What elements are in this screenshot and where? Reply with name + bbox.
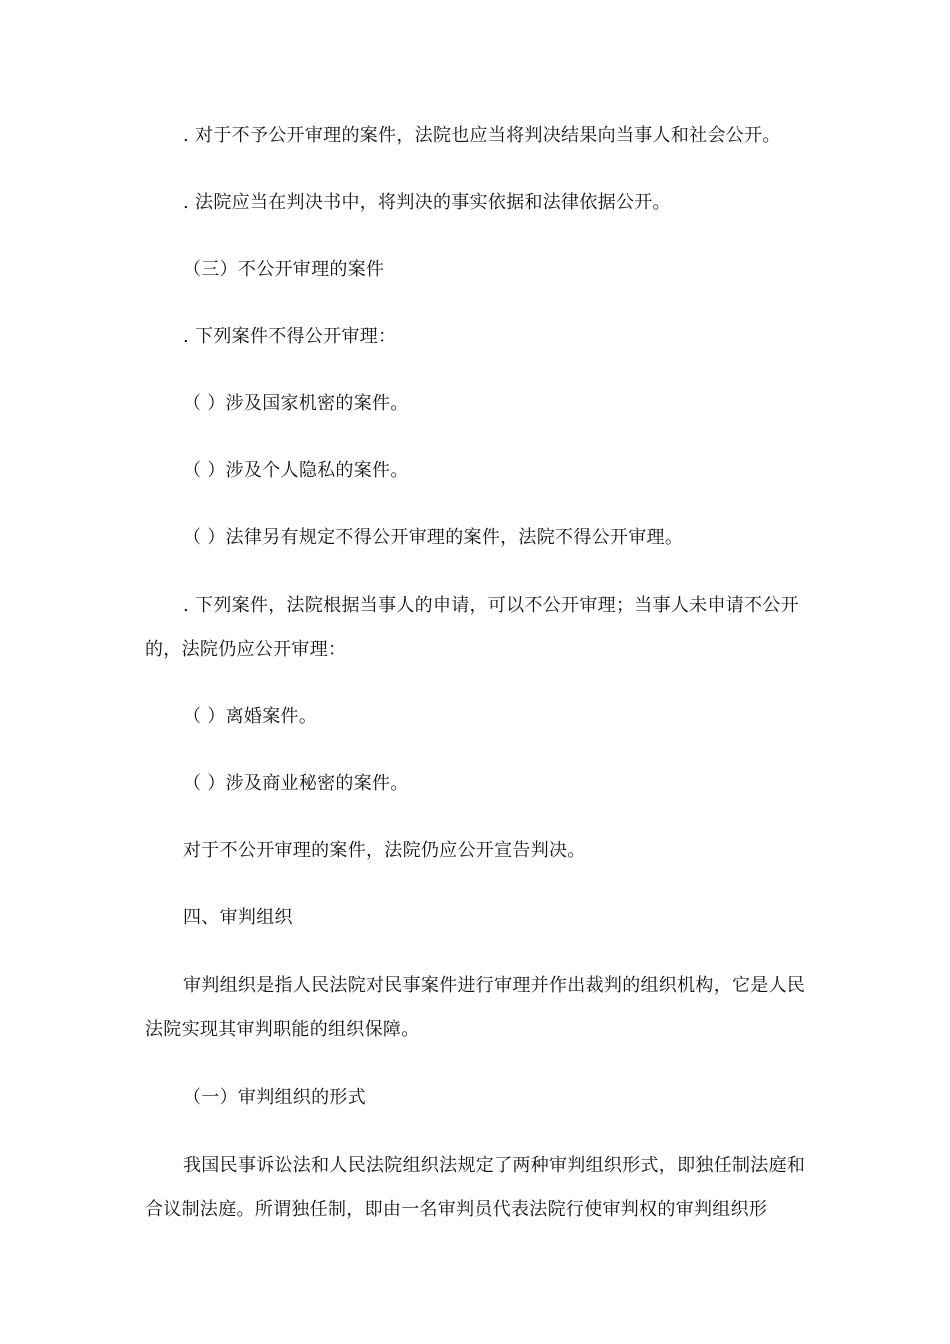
section-heading-organization-forms: （一）审判组织的形式	[183, 1087, 366, 1108]
paragraph-optional-non-public: . 下列案件，法院根据当事人的申请，可以不公开审理；当事人未申请不公开的，法院仍应公开审理：	[145, 595, 799, 660]
paragraph-public-verdict: 对于不公开审理的案件，法院仍应公开宣告判决。	[183, 840, 586, 861]
section-heading-trial-organization: 四、审判组织	[183, 907, 293, 928]
paragraph-mandatory-non-public: . 下列案件不得公开审理：	[183, 326, 397, 347]
section-heading-non-public-cases: （三）不公开审理的案件	[183, 259, 385, 280]
list-item-other-law: （ ）法律另有规定不得公开审理的案件，法院不得公开审理。	[183, 527, 684, 548]
list-item-trade-secrets: （ ）涉及商业秘密的案件。	[183, 773, 409, 794]
paragraph-trial-organization-definition: 审判组织是指人民法院对民事案件进行审理并作出裁判的组织机构，它是人民法院实现其审判职能的组织保障。	[145, 975, 806, 1040]
list-item-personal-privacy: （ ）涉及个人隐私的案件。	[183, 460, 409, 481]
paragraph-judgment-basis: . 法院应当在判决书中，将判决的事实依据和法律依据公开。	[183, 192, 671, 213]
list-item-state-secrets: （ ）涉及国家机密的案件。	[183, 393, 409, 414]
list-item-divorce: （ ）离婚案件。	[183, 706, 318, 727]
paragraph-judgment-disclosure: . 对于不予公开审理的案件，法院也应当将判决结果向当事人和社会公开。	[183, 125, 781, 146]
paragraph-organization-forms: 我国民事诉讼法和人民法院组织法规定了两种审判组织形式，即独任制法庭和合议制法庭。所谓独任制，即由一名审判员代表法院行使审判权的审判组织形	[145, 1155, 806, 1220]
